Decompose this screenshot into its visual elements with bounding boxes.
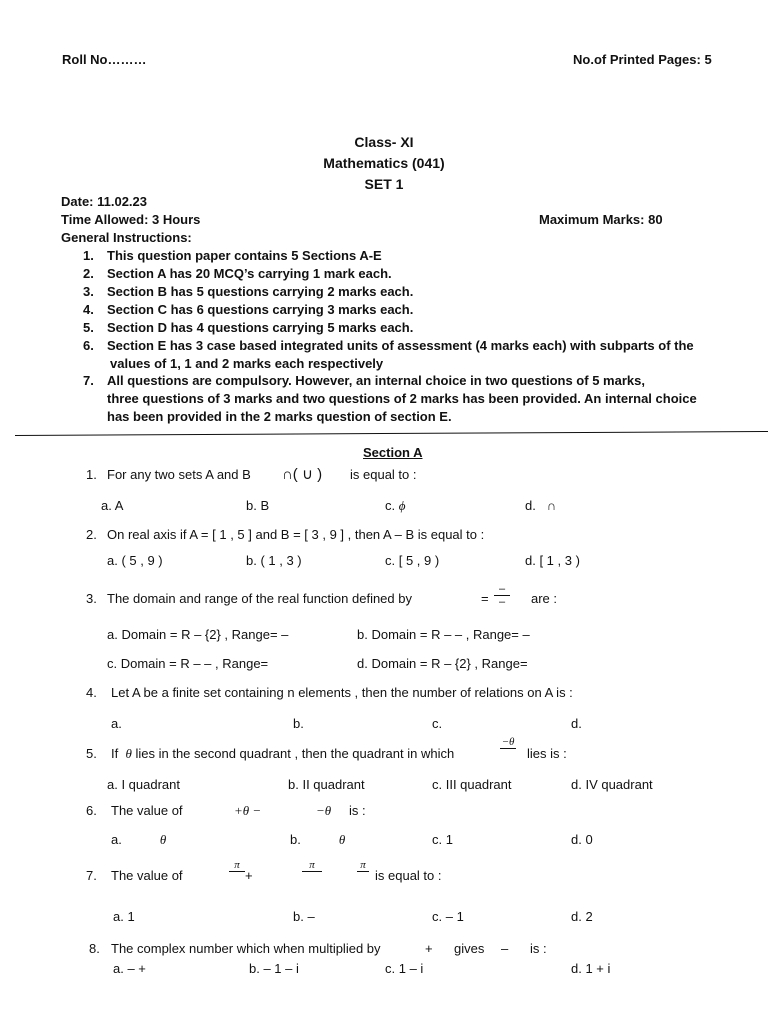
option-a: a. — [111, 716, 122, 731]
option-a: a. Domain = R – {2} , Range= – — [107, 627, 289, 642]
option-a: a. A — [101, 498, 124, 513]
instruction-continuation: three questions of 3 marks and two questions of 2 marks has been provided. An internal choice — [107, 391, 697, 406]
option-b: b. – 1 – i — [249, 961, 299, 976]
question-number: 5. — [86, 746, 97, 761]
question-number: 3. — [86, 591, 97, 606]
instruction-continuation: values of 1, 1 and 2 marks each respectively — [110, 356, 384, 371]
section-title: Section A — [363, 445, 423, 460]
option-b: b. II quadrant — [288, 777, 365, 792]
instruction-item: 7. All questions are compulsory. However, an internal choice in two questions of 5 marks, — [83, 373, 645, 388]
fraction: π — [357, 859, 369, 884]
option-b: b. θ — [290, 832, 346, 847]
option-b: b. Domain = R – – , Range= – — [357, 627, 530, 642]
question-number: 8. — [89, 941, 100, 956]
question-text: For any two sets A and B — [107, 467, 251, 482]
instruction-item: 4. Section C has 6 questions carrying 3 marks each. — [83, 302, 414, 317]
option-d: d. 2 — [571, 909, 593, 924]
question-number: 6. — [86, 803, 97, 818]
option-a: a. ( 5 , 9 ) — [107, 553, 163, 568]
question-tail: lies is : — [527, 746, 567, 761]
option-b: b. – — [293, 909, 315, 924]
option-c: c. – 1 — [432, 909, 464, 924]
option-d: d. ∩ — [525, 498, 557, 513]
fraction: −θ — [500, 736, 516, 761]
option-c: c. Domain = R – – , Range= — [107, 656, 269, 671]
equals-sign: = — [481, 591, 489, 606]
instruction-item: 3. Section B has 5 questions carrying 2 marks each. — [83, 284, 414, 299]
option-d: d. Domain = R – {2} , Range= — [357, 656, 528, 671]
question-text: The domain and range of the real function defined by — [107, 591, 412, 606]
set-expression: ∩( ∪ ) — [282, 466, 323, 483]
question-tail: is equal to : — [375, 868, 442, 883]
option-a: a. I quadrant — [107, 777, 180, 792]
option-d: d. IV quadrant — [571, 777, 653, 792]
question-tail: is equal to : — [350, 467, 417, 482]
option-c: c. [ 5 , 9 ) — [385, 553, 440, 568]
instruction-item: 1. This question paper contains 5 Sections A-E — [83, 248, 382, 263]
option-b: b. — [293, 716, 304, 731]
question-text: Let A be a finite set containing n elements , then the number of relations on A is : — [111, 685, 573, 700]
set-title: SET 1 — [364, 176, 404, 192]
minus-sign: – — [501, 941, 509, 956]
option-a: a. – + — [113, 961, 146, 976]
question-number: 2. — [86, 527, 97, 542]
option-c: c. ϕ — [385, 498, 406, 513]
question-text: The value of — [111, 803, 183, 818]
trig-expression: −θ — [316, 803, 332, 818]
question-tail: is : — [349, 803, 366, 818]
option-a: a. θ — [111, 832, 167, 847]
fraction: $\frac{-}{-}$ — [494, 583, 510, 608]
question-text: If θ lies in the second quadrant , then the quadrant in which — [111, 746, 455, 761]
divider-line — [15, 431, 768, 436]
option-d: d. [ 1 , 3 ) — [525, 553, 580, 568]
option-b: b. B — [246, 498, 270, 513]
plus-sign: + — [425, 941, 433, 956]
question-number: 7. — [86, 868, 97, 883]
roll-no: Roll No……… — [62, 52, 147, 67]
option-b: b. ( 1 , 3 ) — [246, 553, 302, 568]
instruction-item: 5. Section D has 4 questions carrying 5 marks each. — [83, 320, 414, 335]
option-c: c. — [432, 716, 443, 731]
instruction-item: 2. Section A has 20 MCQ’s carrying 1 mark each. — [83, 266, 392, 281]
option-c: c. 1 — [432, 832, 453, 847]
subject-title: Mathematics (041) — [323, 155, 445, 171]
instruction-item: 6. Section E has 3 case based integrated units of assessment (4 marks each) with subparts of the — [83, 338, 694, 353]
question-gives: gives — [454, 941, 485, 956]
question-tail: is : — [530, 941, 547, 956]
plus-sign: + — [245, 868, 253, 883]
class-title: Class- XI — [354, 134, 414, 150]
question-number: 4. — [86, 685, 97, 700]
option-d: d. 1 + i — [571, 961, 611, 976]
question-text: On real axis if A = [ 1 , 5 ] and B = [ 3 , 9 ] , then A – B is equal to : — [107, 527, 485, 542]
question-text: The value of — [111, 868, 183, 883]
option-a: a. 1 — [113, 909, 135, 924]
general-instructions-title: General Instructions: — [61, 230, 192, 245]
printed-pages: No.of Printed Pages: 5 — [573, 52, 712, 67]
option-c: c. 1 – i — [385, 961, 424, 976]
option-c: c. III quadrant — [432, 777, 512, 792]
trig-expression: +θ − — [234, 803, 262, 818]
time-allowed: Time Allowed: 3 Hours — [61, 212, 201, 227]
question-text: The complex number which when multiplied by — [111, 941, 381, 956]
exam-date: Date: 11.02.23 — [61, 194, 148, 209]
instruction-continuation: has been provided in the 2 marks question of section E. — [107, 409, 452, 424]
question-tail: are : — [531, 591, 558, 606]
fraction: π — [302, 859, 322, 884]
option-d: d. 0 — [571, 832, 593, 847]
fraction: π — [229, 859, 245, 884]
option-d: d. — [571, 716, 582, 731]
question-number: 1. — [86, 467, 97, 482]
max-marks: Maximum Marks: 80 — [539, 212, 663, 227]
